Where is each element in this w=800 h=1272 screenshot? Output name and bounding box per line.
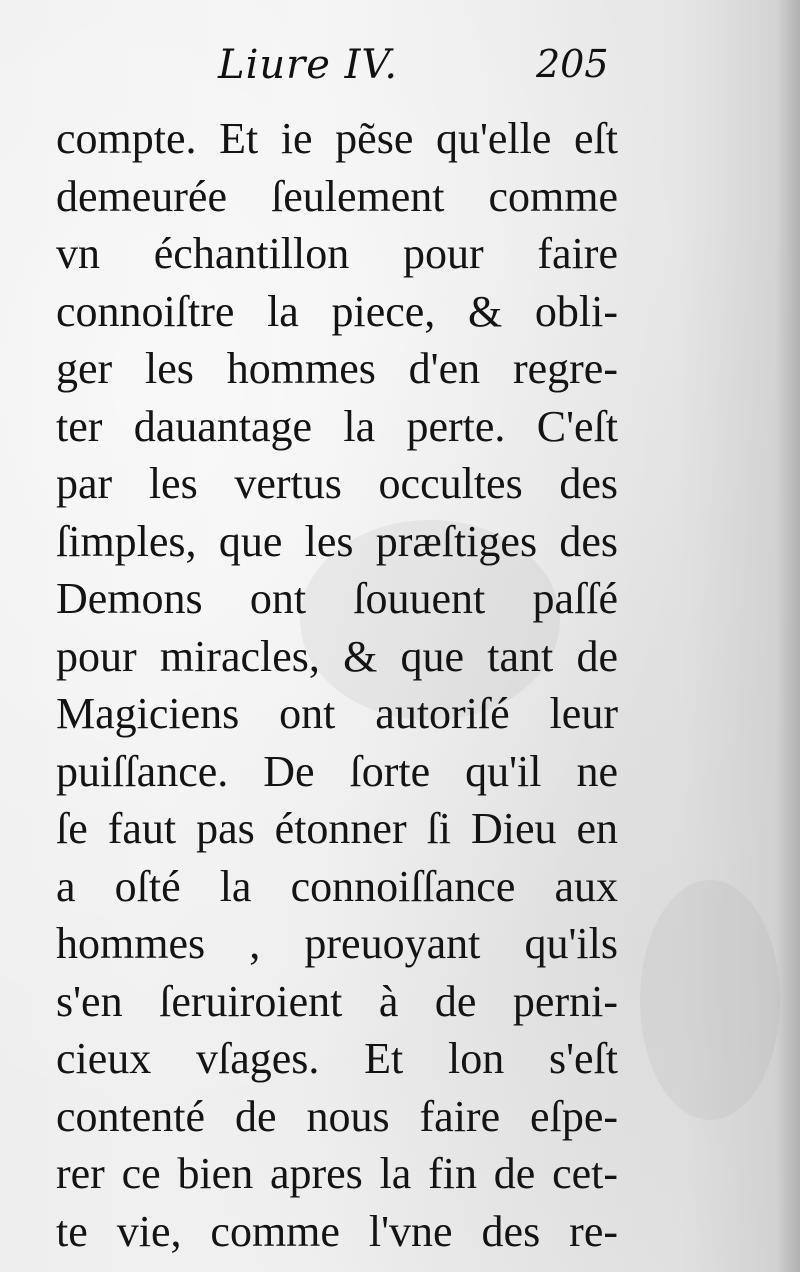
text-line: Magiciens ont autoriſé leur [56,689,618,738]
text-line: puiſſance. De ſorte qu'il ne [56,746,618,796]
text-line: a oſté la connoiſſance aux [56,861,618,911]
text-line: par les vertus occultes des [56,459,618,508]
page-number: 205 [536,42,609,86]
text-line: contenté de nous faire eſpe- [56,1091,618,1141]
text-line: pour miracles, & que tant de [56,631,618,681]
text-line: hommes , preuoyant qu'ils [56,919,618,968]
body-text [56,110,618,1260]
text-line: ger les hommes d'en regre- [56,344,618,393]
text-line: ter dauantage la perte. C'eſt [56,401,618,451]
running-head: Liure IV. [218,42,399,88]
page-header [0,42,800,102]
text-line: cieux vſages. Et lon s'eſt [56,1034,618,1083]
text-line: compte. Et ie pẽse qu'elle eſt [56,114,618,163]
text-line: Demons ont ſouuent paſſé [56,574,618,623]
paper-stain [640,880,780,1120]
text-line: rer ce bien apres la fin de cet- [56,1149,618,1198]
text-line: vn échantillon pour faire [56,229,618,278]
text-line: te vie, comme l'vne des re- [56,1206,618,1256]
text-line: ſimples, que les præſtiges des [56,516,618,566]
page-gutter-shadow [776,0,800,1272]
text-line: ſe faut pas étonner ſi Dieu en [56,804,618,853]
text-line: demeurée ſeulement comme [56,171,618,221]
text-line: connoiſtre la piece, & obli- [56,286,618,336]
text-line: s'en ſeruiroient à de perni- [56,976,618,1026]
